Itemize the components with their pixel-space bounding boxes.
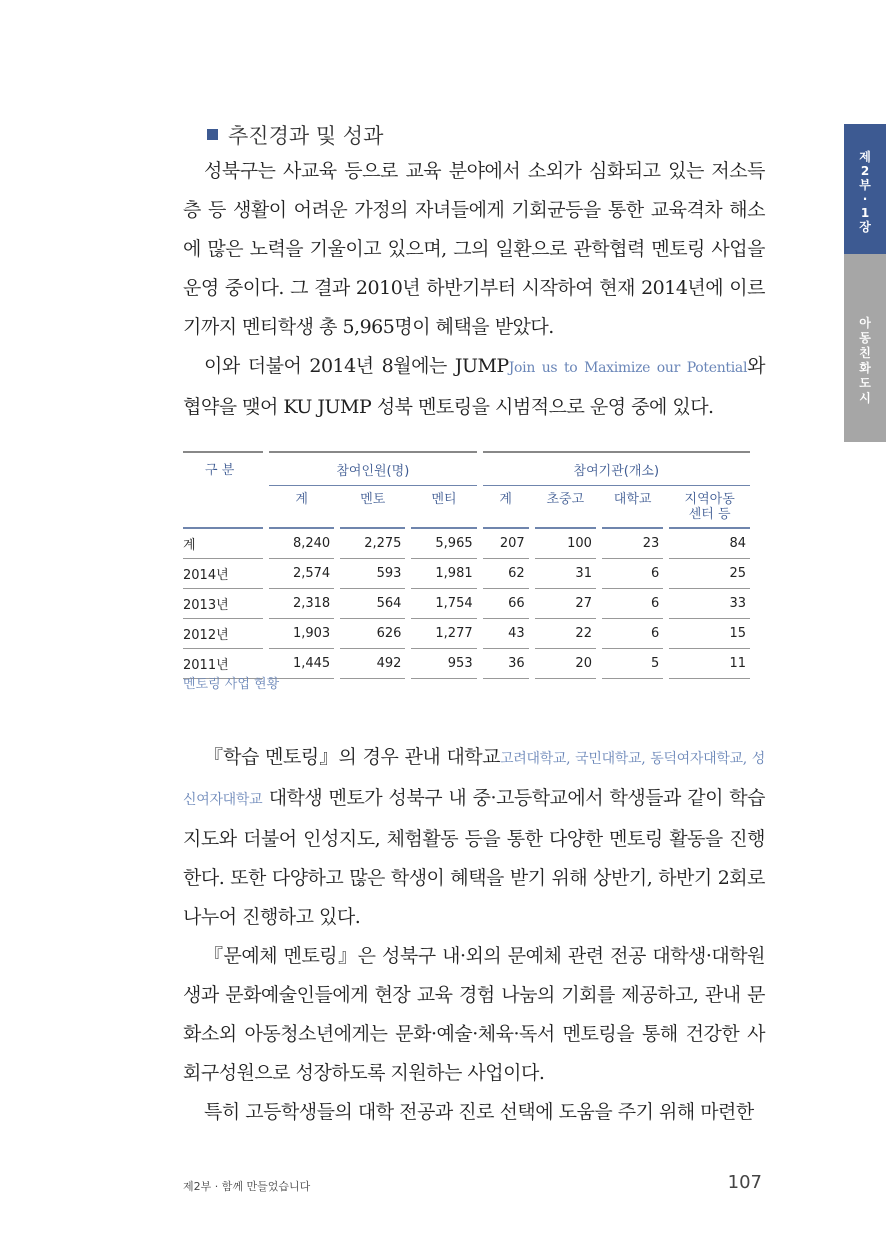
chapter-tab[interactable]: [844, 124, 886, 254]
header-institutions: 참여기관(개소): [483, 451, 750, 486]
table-cell: 31: [535, 559, 596, 589]
section-char: 아: [859, 316, 871, 330]
paragraph-2: [183, 347, 765, 427]
row-label: 2013년: [183, 589, 263, 619]
table-cell: 626: [340, 619, 405, 649]
table-cell: 1,981: [411, 559, 476, 589]
table-cell: 6: [602, 559, 663, 589]
part-char: ·: [862, 192, 868, 206]
table-cell: 2,574: [269, 559, 334, 589]
table-cell: 20: [535, 649, 596, 679]
table-cell: 23: [602, 529, 663, 559]
table-cell: 66: [483, 589, 529, 619]
col-schools: 초중고: [535, 486, 596, 529]
page-number: 107: [727, 1172, 762, 1193]
para2-after: 와 협약을 맺어 KU JUMP 성북 멘토링을 시범적으로 운영 중에 있다.: [183, 355, 766, 418]
header-participants: 참여인원(명): [269, 451, 477, 486]
section-char: 도: [859, 376, 871, 390]
table-cell: 6: [602, 619, 663, 649]
para3-before: 『학습 멘토링』의 경우 관내 대학교: [204, 746, 501, 768]
mentoring-table: [177, 451, 756, 679]
row-label: 2011년: [183, 649, 263, 679]
paragraph-3: [183, 738, 765, 937]
table-cell: 2,318: [269, 589, 334, 619]
table-cell: 5,965: [411, 529, 476, 559]
table-cell: 1,445: [269, 649, 334, 679]
paragraph-4: 『문예체 멘토링』은 성북구 내·외의 문예체 관련 전공 대학생·대학원생과 문화예술인들에게 현장 교육 경험 나눔의 기회를 제공하고, 관내 문화소외 아동청소년에게는 문화·예술·체육·독서 멘토링을 통해 건강한 사회구성원으로 성장하도록 지원하는 사업이다.: [183, 945, 765, 1084]
table-cell: 15: [669, 619, 750, 649]
row-label: 2012년: [183, 619, 263, 649]
paragraph-5: 특히 고등학생들의 대학 전공과 진로 선택에 도움을 주기 위해 마련한: [204, 1101, 754, 1123]
jump-note: Join us to Maximize our Potential: [508, 360, 748, 376]
section-char: 동: [859, 331, 871, 345]
table-cell: 1,903: [269, 619, 334, 649]
para3-after: 대학생 멘토가 성북구 내 중·고등학교에서 학생들과 같이 학습지도와 더불어 인성지도, 체험활동 등을 통한 다양한 멘토링 활동을 진행한다. 또한 다양하고 많은 학생이 혜택을 받기 위해 상반기, 하반기 2회로 나누어 진행하고 있다.: [183, 787, 765, 928]
table-cell: 84: [669, 529, 750, 559]
paragraph-1: 성북구는 사교육 등으로 교육 분야에서 소외가 심화되고 있는 저소득층 등 생활이 어려운 가정의 자녀들에게 기회균등을 통한 교육격차 해소에 많은 노력을 기울이고 있으며, 그의 일환으로 관학협력 멘토링 사업을 운영 중이다. 그 결과 2010년 하반기부터 시작하여 현재 2014년에 이르기까지 멘티학생 총 5,965명이 혜택을 받았다.: [183, 160, 765, 338]
table-cell: 33: [669, 589, 750, 619]
table-cell: 100: [535, 529, 596, 559]
table-row: [183, 559, 750, 589]
col-inst-total: 계: [483, 486, 529, 529]
table-row: [183, 619, 750, 649]
table-cell: 207: [483, 529, 529, 559]
table-row: [183, 529, 750, 559]
part-char: 제: [859, 150, 871, 164]
section-tab[interactable]: [844, 254, 886, 442]
part-char: 1: [860, 206, 870, 220]
section-char: 시: [859, 391, 871, 405]
part-char: 2: [860, 164, 870, 178]
table-cell: 5: [602, 649, 663, 679]
table-cell: 2,275: [340, 529, 405, 559]
row-label: 계: [183, 529, 263, 559]
col-center: 지역아동 센터 등: [669, 486, 750, 529]
table-cell: 593: [340, 559, 405, 589]
table-cell: 27: [535, 589, 596, 619]
row-label: 2014년: [183, 559, 263, 589]
university-note: 고려대학교, 국민대학교, 동덕여자대학교, 성신여자대학교: [183, 751, 766, 808]
body-top: [183, 152, 765, 427]
table-cell: 1,277: [411, 619, 476, 649]
body-bottom: [183, 738, 765, 1132]
footer-title: 제2부 · 함께 만들었습니다: [183, 1180, 311, 1193]
table-cell: 1,754: [411, 589, 476, 619]
part-char: 부: [859, 178, 871, 192]
table-cell: 564: [340, 589, 405, 619]
table-cell: 492: [340, 649, 405, 679]
table-cell: 8,240: [269, 529, 334, 559]
heading-text: 추진경과 및 성과: [228, 124, 384, 148]
table-cell: 11: [669, 649, 750, 679]
col-total: 계: [269, 486, 334, 529]
table-cell: 953: [411, 649, 476, 679]
col-mentee: 멘티: [411, 486, 476, 529]
header-category: 구 분: [183, 451, 263, 529]
section-heading: [207, 120, 383, 150]
table-cell: 43: [483, 619, 529, 649]
table-cell: 22: [535, 619, 596, 649]
para2-before: 이와 더불어 2014년 8월에는 JUMP: [204, 355, 509, 377]
col-mentor: 멘토: [340, 486, 405, 529]
table-cell: 62: [483, 559, 529, 589]
table-cell: 25: [669, 559, 750, 589]
section-char: 화: [859, 361, 871, 375]
section-char: 친: [859, 346, 871, 360]
table-row: [183, 589, 750, 619]
table-cell: 36: [483, 649, 529, 679]
col-university: 대학교: [602, 486, 663, 529]
part-char: 장: [859, 220, 871, 234]
bullet-square-icon: [207, 129, 218, 140]
table-cell: 6: [602, 589, 663, 619]
table-caption: 멘토링 사업 현황: [183, 677, 280, 692]
